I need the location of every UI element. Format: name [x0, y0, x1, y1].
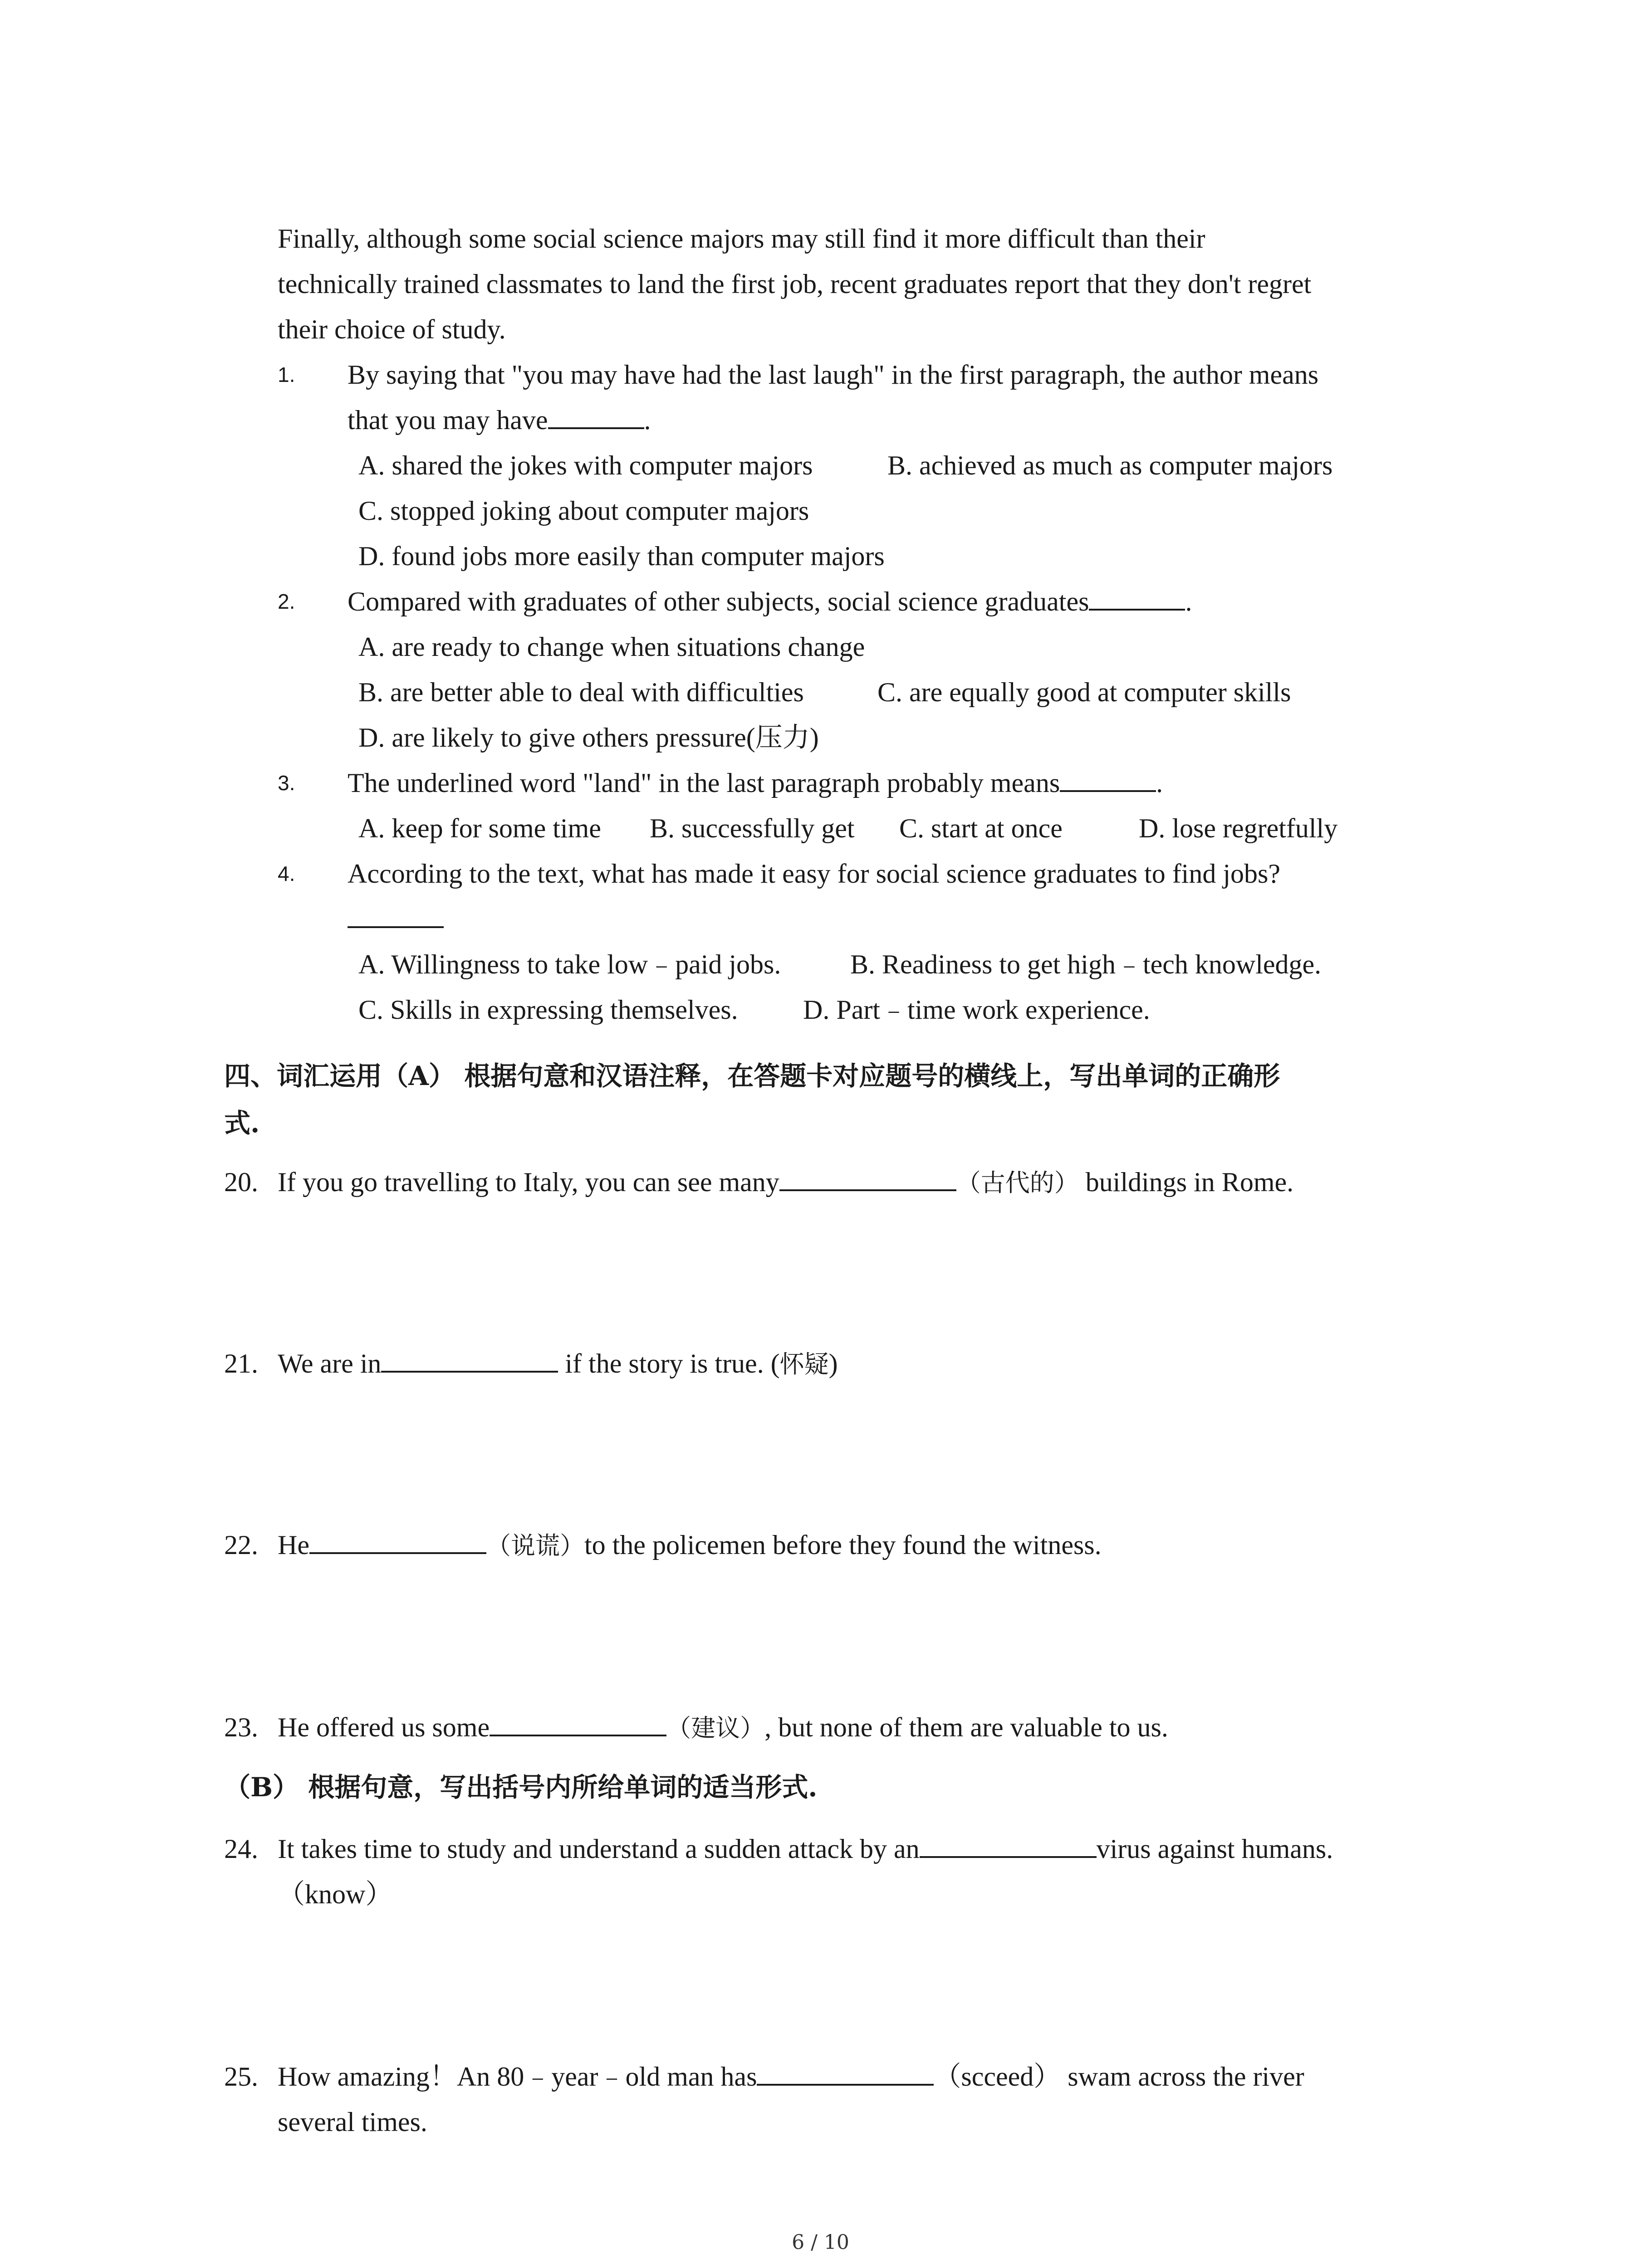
- vocab-question-22: He （说谎）to the policemen before they found the witness.: [278, 1527, 1102, 1564]
- answer-blank[interactable]: [309, 1527, 486, 1554]
- answer-line: [348, 901, 444, 937]
- answer-blank[interactable]: [381, 1345, 558, 1373]
- answer-blank[interactable]: [490, 1709, 666, 1736]
- vocab-question-24-hint: （know）: [278, 1879, 393, 1909]
- question-number: 21.: [224, 1349, 258, 1378]
- section-heading: 四、词汇运用（A） 根据句意和汉语注释，在答题卡对应题号的横线上，写出单词的正确形: [224, 1061, 1280, 1091]
- passage-line: technically trained classmates to land the first job, recent graduates report that they don't regret: [278, 269, 1312, 299]
- question-stem: The underlined word "land" in the last paragraph probably means .: [348, 765, 1163, 801]
- question-stem-cont: that you may have .: [348, 402, 651, 438]
- answer-blank[interactable]: [920, 1831, 1097, 1858]
- answer-blank[interactable]: [1060, 765, 1156, 792]
- option-a: A. shared the jokes with computer majors: [358, 450, 813, 480]
- option-c: C. are equally good at computer skills: [877, 677, 1291, 707]
- vocab-question-21: We are in if the story is true. (怀疑): [278, 1345, 838, 1383]
- sub-heading: （B） 根据句意，写出括号内所给单词的适当形式.: [224, 1772, 818, 1803]
- vocab-question-23: He offered us some （建议）, but none of them are valuable to us.: [278, 1709, 1168, 1746]
- option-c: C. start at once: [899, 813, 1063, 843]
- option-a: A. are ready to change when situations change: [358, 632, 865, 662]
- answer-blank[interactable]: [1089, 583, 1185, 611]
- option-d: D. found jobs more easily than computer majors: [358, 541, 885, 571]
- vocab-question-25-cont: several times.: [278, 2107, 427, 2137]
- answer-blank[interactable]: [548, 402, 644, 429]
- passage-line: their choice of study.: [278, 314, 506, 344]
- question-number: 23.: [224, 1712, 258, 1742]
- question-number: 2.: [278, 590, 295, 613]
- option-d: D. lose regretfully: [1139, 813, 1338, 843]
- option-b: B. Readiness to get high﹣tech knowledge.: [850, 949, 1322, 979]
- answer-blank[interactable]: [348, 901, 444, 928]
- vocab-question-20: If you go travelling to Italy, you can see many （古代的） buildings in Rome.: [278, 1164, 1293, 1201]
- option-a: A. Willingness to take low﹣paid jobs.: [358, 949, 781, 979]
- option-b: B. are better able to deal with difficulties: [358, 677, 804, 707]
- passage-line: Finally, although some social science majors may still find it more difficult than their: [278, 224, 1205, 254]
- option-c: C. Skills in expressing themselves.: [358, 995, 738, 1025]
- vocab-question-24: It takes time to study and understand a sudden attack by an virus against humans.: [278, 1831, 1333, 1867]
- question-stem: Compared with graduates of other subjects, social science graduates .: [348, 583, 1192, 620]
- section-heading-cont: 式.: [224, 1108, 260, 1139]
- answer-blank[interactable]: [757, 2058, 934, 2086]
- option-d: D. Part﹣time work experience.: [803, 995, 1150, 1025]
- option-b: B. successfully get: [650, 813, 855, 843]
- option-b: B. achieved as much as computer majors: [887, 450, 1333, 480]
- question-number: 1.: [278, 363, 295, 386]
- question-stem: By saying that "you may have had the last laugh" in the first paragraph, the author means: [348, 360, 1319, 390]
- question-number: 4.: [278, 862, 295, 885]
- answer-blank[interactable]: [779, 1164, 956, 1191]
- option-a: A. keep for some time: [358, 813, 601, 843]
- page-number: 6 / 10: [792, 2231, 849, 2254]
- option-c: C. stopped joking about computer majors: [358, 496, 809, 526]
- question-stem: According to the text, what has made it easy for social science graduates to find jobs?: [348, 859, 1280, 889]
- question-number: 24.: [224, 1834, 258, 1864]
- question-number: 20.: [224, 1167, 258, 1197]
- vocab-question-25: How amazing！An 80﹣year﹣old man has （scceed） swam across the river: [278, 2058, 1304, 2095]
- question-number: 25.: [224, 2062, 258, 2092]
- question-number: 22.: [224, 1530, 258, 1560]
- question-number: 3.: [278, 771, 295, 795]
- option-d: D. are likely to give others pressure(压力): [358, 723, 819, 753]
